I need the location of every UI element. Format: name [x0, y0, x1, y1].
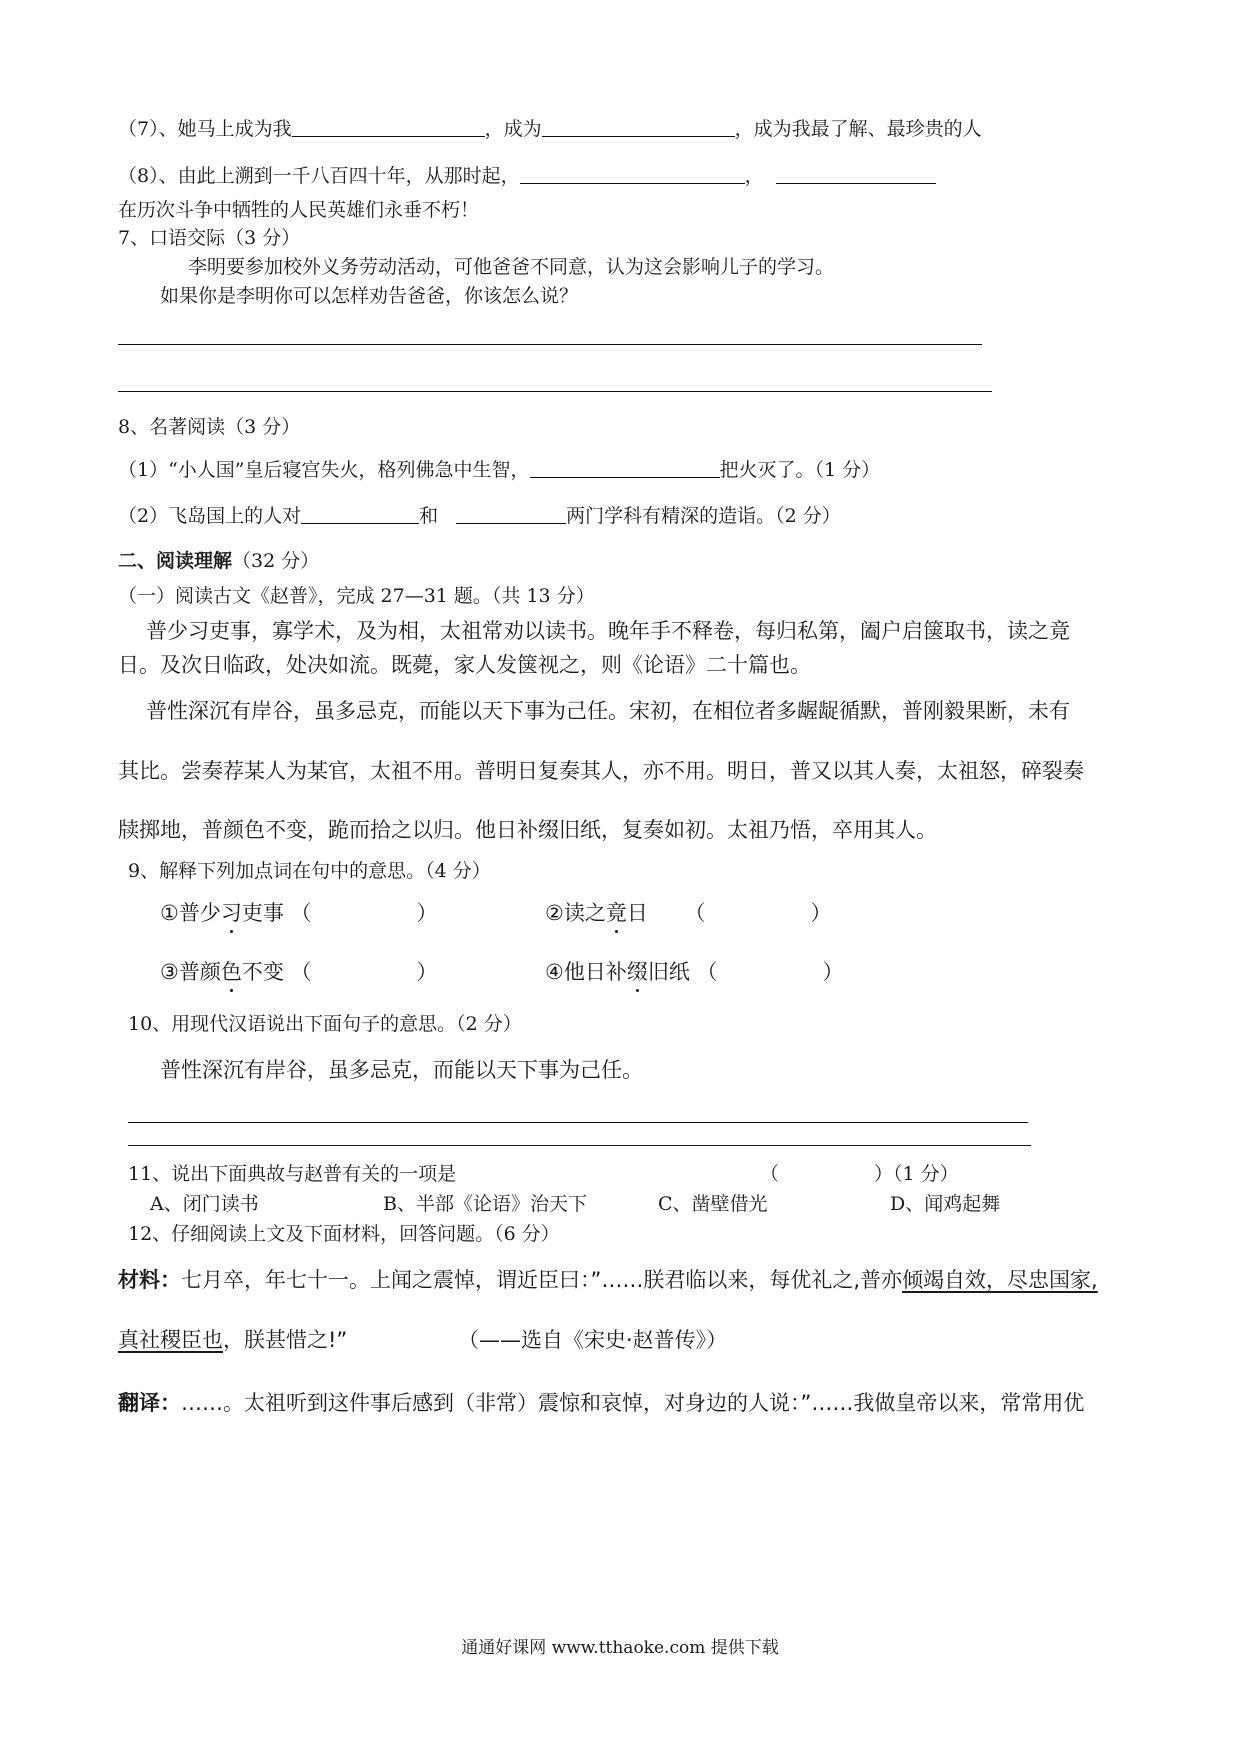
q11-option-b[interactable]: B、半部《论语》治天下: [383, 1193, 587, 1215]
q7-paragraph-1: 李明要参加校外义务劳动活动，可他爸爸不同意，认为这会影响儿子的学习。: [188, 256, 835, 278]
q12-material: 材料：七月卒，年七十一。上闻之震悼，谓近臣曰：”……朕君临以来，每优礼之,普亦倾竭自效，尽忠国家,: [118, 1268, 1098, 1292]
q11-option-a[interactable]: A、闭门读书: [150, 1193, 259, 1215]
blank-q8-2a[interactable]: [301, 503, 419, 524]
q6-line7: （7）、她马上成为我 ，成为 ，成为我最了解、最珍贵的人: [118, 118, 982, 140]
q11-option-d[interactable]: D、闻鸡起舞: [890, 1193, 1001, 1215]
passage-p1-line1: 普少习吏事，寡学术，及为相，太祖常劝以读书。晚年手不释卷，每归私第，阖户启箧取书，读之竟: [146, 619, 1070, 643]
section2-sub1: （一）阅读古文《赵普》，完成 27—31 题。（共 13 分）: [118, 585, 595, 607]
q10-title: 10、用现代汉语说出下面句子的意思。（2 分）: [128, 1013, 522, 1035]
q10-answer-line-1[interactable]: [128, 1122, 1028, 1123]
blank-8a[interactable]: [520, 163, 745, 184]
q7-title: 7、口语交际（3 分）: [118, 227, 301, 249]
q10-answer-line-2[interactable]: [128, 1145, 1031, 1146]
passage-p2-line2: 其比。尝奏荐某人为某官，太祖不用。普明日复奏其人，亦不用。明日，普又以其人奏，太祖怒，碎裂奏: [118, 759, 1084, 783]
blank-8b[interactable]: [776, 163, 936, 184]
q7-paragraph-2: 如果你是李明你可以怎样劝告爸爸，你该怎么说？: [160, 285, 579, 307]
q8-line-1: （1）“小人国”皇后寝宫失火，格列佛急中生智， 把火灭了。（1 分）: [118, 459, 881, 481]
q7-answer-line-1[interactable]: [118, 344, 982, 345]
blank-q8-2b[interactable]: [456, 503, 566, 524]
q10-sentence: 普性深沉有岸谷，虽多忌克，而能以天下事为己任。: [160, 1058, 643, 1082]
q9-item-2: ②读之竟日 （ ）: [545, 898, 832, 928]
q9-item-3: ③普颜色不变 （ ）: [160, 957, 438, 987]
q12-translation: 翻译：……。太祖听到这件事后感到（非常）震惊和哀悼，对身边的人说：”……我做皇帝以来，常常用优: [118, 1391, 1085, 1415]
page-footer: 通通好课网 www.tthaoke.com 提供下载: [461, 1638, 779, 1658]
blank-7a[interactable]: [292, 116, 485, 137]
passage-p2-line1: 普性深沉有岸谷，虽多忌克，而能以天下事为己任。宋初，在相位者多龌龊循默，普刚毅果断，未有: [146, 699, 1070, 723]
q6-line8-continuation: 在历次斗争中牺牲的人民英雄们永垂不朽！: [118, 199, 480, 221]
q12-source: （——选自《宋史·赵普传》）: [458, 1328, 728, 1352]
q9-item-1: ①普少习吏事 （ ）: [160, 898, 438, 928]
section2-heading: 二、阅读理解（32 分）: [118, 550, 320, 572]
passage-p1-line2: 日。及次日临政，处决如流。既薨，家人发箧视之，则《论语》二十篇也。: [118, 653, 811, 677]
q12-material-cont: 真社稷臣也，朕甚惜之!”: [118, 1328, 348, 1352]
blank-q8-1[interactable]: [530, 457, 720, 478]
q8-title: 8、名著阅读（3 分）: [118, 416, 301, 438]
q9-item-4: ④他日补缀旧纸 （ ）: [545, 957, 844, 987]
q9-item-1-answer[interactable]: （ ）: [290, 901, 438, 925]
passage-p2-line3: 牍掷地，普颜色不变，跪而拾之以归。他日补缀旧纸，复奏如初。太祖乃悟，卒用其人。: [118, 818, 937, 842]
q9-title: 9、解释下列加点词在句中的意思。（4 分）: [128, 860, 491, 882]
q6-line8: （8）、由此上溯到一千八百四十年，从那时起， ，: [118, 162, 936, 190]
q9-item-2-answer[interactable]: （ ）: [684, 901, 832, 925]
q9-item-3-answer[interactable]: （ ）: [290, 960, 438, 984]
q11-answer[interactable]: （ ）（1 分）: [760, 1163, 959, 1185]
blank-7b[interactable]: [542, 116, 735, 137]
q11-option-c[interactable]: C、凿壁借光: [658, 1193, 768, 1215]
q7-answer-line-2[interactable]: [118, 391, 992, 392]
q11-title: 11、说出下面典故与赵普有关的一项是: [128, 1163, 457, 1185]
q9-item-4-answer[interactable]: （ ）: [696, 960, 844, 984]
q8-line-2: （2）飞岛国上的人对 和 两门学科有精深的造诣。（2 分）: [118, 505, 841, 527]
q12-title: 12、仔细阅读上文及下面材料，回答问题。（6 分）: [128, 1223, 560, 1245]
